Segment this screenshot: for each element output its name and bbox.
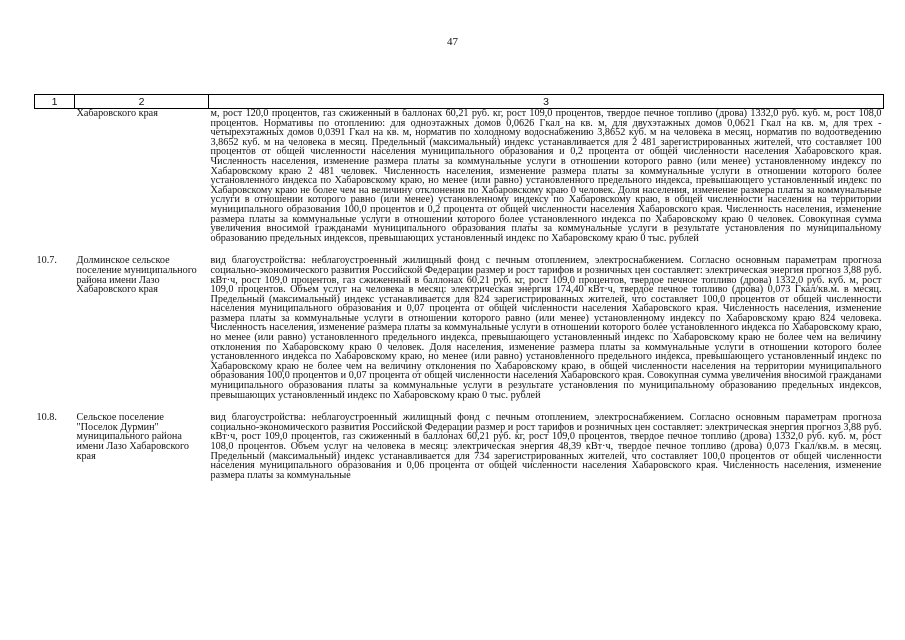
row-description: м, рост 120,0 процентов, газ сжиженный в баллонах 60,21 руб. кг, рост 109,0 процентов, твердое печное топливо (дрова) 1332,0 руб. куб. м, рост 108,0 процентов. Нормативы по отоплению: для одноэтажных домов 0,0626 Гкал на кв. м, для двухэтажных домов 0,0621 Гкал на кв. м, для трех - четырехэтажных домов 0,0391 Гкал на кв. м, норматив по холодному водоснабжению 3,8652 куб. м на человека в месяц, норматив по водоотведению 3,8652 куб. м на человека в месяц. Предельный (максимальный) индекс устанавливается для 2 481 зарегистрированных жителей, что составляет 100 процентов от общей численности населения муниципального образования и 0,2 процента от общей численности населения Хабаровского края. Численность населения, изменение размера платы за коммунальные услуги в отношении которого равно (или менее) установленному индексу по Хабаровскому краю 2 481 человек. Численность населения, изменение размера платы за коммунальные услуги в отношении которого более установленного индекса по Хабаровскому краю, но менее (или равно) установленного предельного индекса, превышающего установленный индекс по Хабаровскому краю не более чем на величину отклонения по Хабаровскому краю 0 человек. Доля населения, изменение размера платы за коммунальные услуги в отношении которого равно (или менее) установленному индексу по Хабаровскому краю, в общей численности населения на территории муниципального образования 100,0 процентов и 0,2 процента от общей численности населения Хабаровского края. Численность населения, изменение размера платы за коммунальные услуги в отношении которого более установленного индекса по Хабаровскому краю 0 человек. Совокупная сумма увеличения вносимой гражданами муниципального образования платы за коммунальные услуги в результате установления по муниципальному образованию предельных индексов, превышающих установленный индекс по Хабаровскому краю 0 тыс. рублей (210, 108, 882, 244)
municipality-name: Хабаровского края (76, 108, 158, 119)
row-number: 10.7. (36, 255, 57, 267)
column-header-1: 1 (35, 95, 75, 109)
row-description: вид благоустройства: неблагоустроенный жилищный фонд с печным отоплением, электроснабжением. Согласно основным параметрам прогноза социально-экономического развития Российской Федерации размер и рост тарифов и розничных цен составляет: электрическая энергия прогноз 3,88 руб. кВт·ч, рост 109,0 процентов, газ сжиженный в баллонах 60,21 руб. кг, рост 109,0 процентов, твердое печное топливо (дрова) 1332,0 руб. куб. м, рост 108,0 процентов. Объем услуг на человека в месяц: электрическая энергия 48,39 кВт·ч, твердое печное топливо (дрова) 0,073 Гкал/кв.м. в месяц. Предельный (максимальный) индекс устанавливается для 734 зарегистрированных жителей, что составляет 100,0 процентов от общей численности населения муниципального образования и 0,06 процента от общей численности населения Хабаровского края. Численность населения, изменение размера платы за коммунальные (210, 412, 882, 481)
document-table (34, 94, 884, 480)
column-header-3: 3 (209, 95, 884, 109)
row-number: 10.8. (36, 412, 57, 424)
table-header-row (35, 95, 884, 109)
row-description: вид благоустройства: неблагоустроенный жилищный фонд с печным отоплением, электроснабжением. Согласно основным параметрам прогноза социально-экономического развития Российской Федерации размер и рост тарифов и розничных цен составляет: электрическая энергия прогноз 3,88 руб. кВт·ч, рост 109,0 процентов, газ сжиженный в баллонах 60,21 руб. кг, рост 109,0 процентов, твердое печное топливо (дрова) 1332,0 руб. куб. м, рост 109,0 процентов. Объем услуг на человека в месяц: электрическая энергия 174,40 кВт·ч, твердое печное топливо (дрова) 0,073 Гкал/кв.м. в месяц. Предельный (максимальный) индекс устанавливается для 824 зарегистрированных жителей, что составляет 100,0 процентов от общей численности населения муниципального образования и 0,07 процента от общей численности населения Хабаровского края. Численность населения, изменение размера платы за коммунальные услуги в отношении которого равно (или менее) установленному индексу по Хабаровскому краю 824 человека. Численность населения, изменение размера платы за коммунальные услуги в отношении которого более установленного индекса по Хабаровскому краю, но менее (или равно) установленного предельного индекса, превышающего установленный индекс по Хабаровскому краю не более чем на величину отклонения по Хабаровскому краю 0 человек. Доля населения, изменение размера платы за коммунальные услуги в отношении которого более установленного индекса по Хабаровскому краю, но менее (или равно) установленного предельного индекса, превышающего установленный индекс по Хабаровскому краю не более чем на величину отклонения по Хабаровскому краю, в общей численности населения на территории муниципального образования 100,0 процентов и 0,07 процента от общей численности населения Хабаровского края. Совокупная сумма увеличения вносимой гражданами муниципального образования платы за коммунальные услуги в результате установления по муниципальному образованию предельных индексов, превышающих установленный индекс по Хабаровскому краю 0 тыс. рублей (210, 255, 882, 401)
row-number (35, 109, 75, 244)
municipality-name: Сельское поселение "Поселок Дурмин" муниципального района имени Лазо Хабаровского края (76, 412, 189, 462)
page-number: 47 (447, 36, 458, 48)
table-row (35, 109, 884, 244)
municipality-name: Долминское сельское поселение муниципального района имени Лазо Хабаровского края (76, 255, 197, 296)
table-row (35, 256, 884, 400)
table-row (35, 413, 884, 480)
column-header-2: 2 (75, 95, 209, 109)
